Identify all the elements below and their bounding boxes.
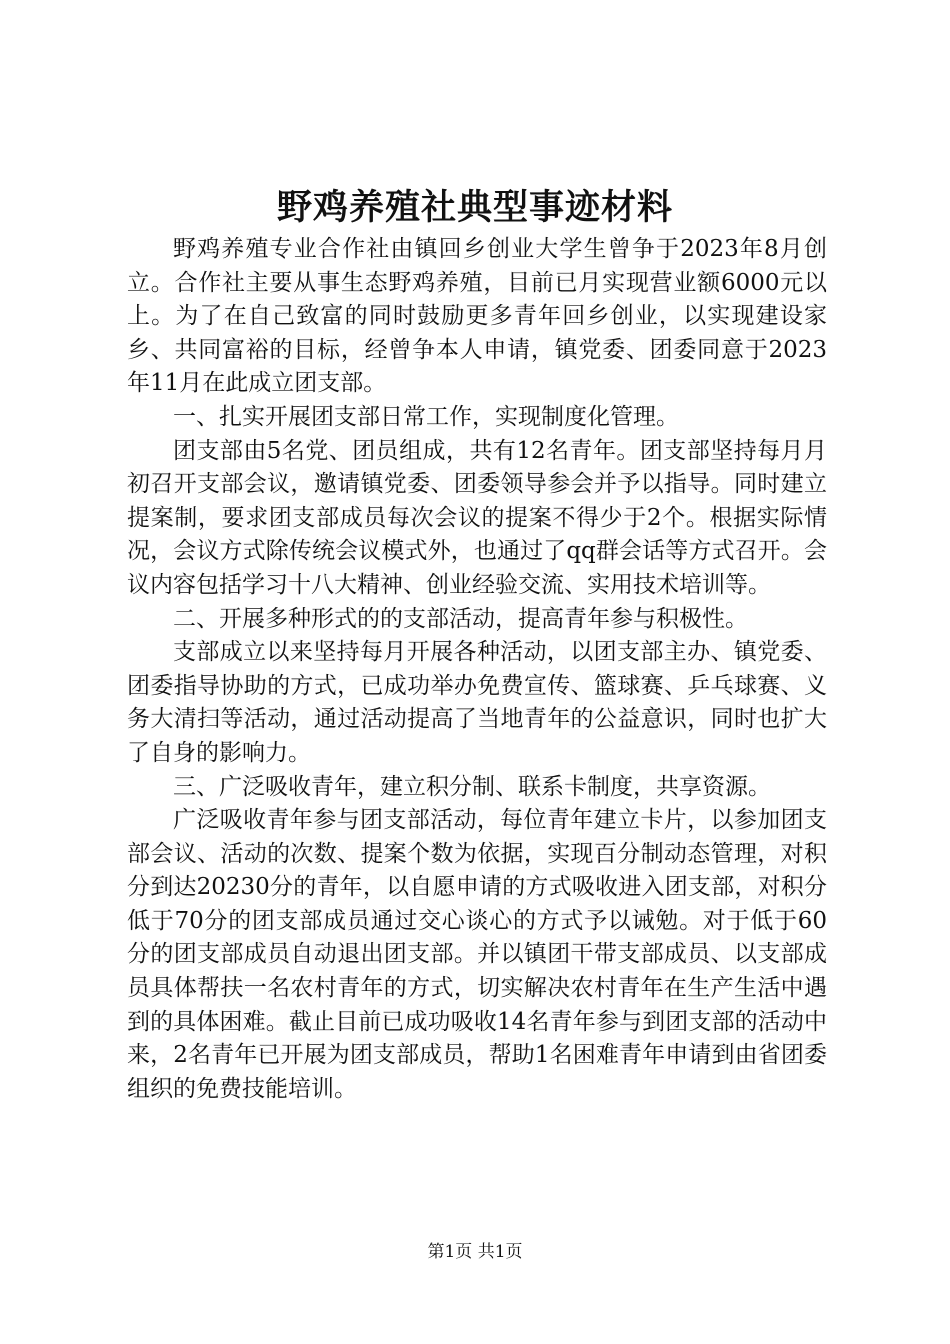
- paragraph-section-2: 支部成立以来坚持每月开展各种活动，以团支部主办、镇党委、团委指导协助的方式，已成功举办免费宣传、篮球赛、乒乓球赛、义务大清扫等活动，通过活动提高了当地青年的公益意识，同时也扩大了自身的影响力。: [127, 639, 827, 766]
- section-heading-3: 三、广泛吸收青年，建立积分制、联系卡制度，共享资源。: [173, 773, 771, 800]
- paragraph-section-1: 团支部由5名党、团员组成，共有12名青年。团支部坚持每月月初召开支部会议，邀请镇党委、团委领导参会并予以指导。同时建立提案制，要求团支部成员每次会议的提案不得少于2个。根据实际情况，会议方式除传统会议模式外，也通过了qq群会话等方式召开。会议内容包括学习十八大精神、创业经验交流、实用技术培训等。: [127, 437, 827, 598]
- section-heading-2: 二、开展多种形式的的支部活动，提高青年参与积极性。: [173, 605, 748, 632]
- document-body: [127, 233, 827, 1106]
- section-heading-1: 一、扎实开展团支部日常工作，实现制度化管理。: [173, 403, 679, 430]
- page-number-footer: 第1页 共1页: [427, 1242, 523, 1262]
- document-title: 野鸡养殖社典型事迹材料: [276, 187, 673, 228]
- paragraph-intro: 野鸡养殖专业合作社由镇回乡创业大学生曾争于2023年8月创立。合作社主要从事生态野鸡养殖，目前已月实现营业额6000元以上。为了在自己致富的同时鼓励更多青年回乡创业，以实现建设家乡、共同富裕的目标，经曾争本人申请，镇党委、团委同意于2023年11月在此成立团支部。: [127, 236, 827, 397]
- paragraph-section-3: 广泛吸收青年参与团支部活动，每位青年建立卡片，以参加团支部会议、活动的次数、提案个数为依据，实现百分制动态管理，对积分到达20230分的青年，以自愿申请的方式吸收进入团支部，对积分低于70分的团支部成员通过交心谈心的方式予以诫勉。对于低于60分的团支部成员自动退出团支部。并以镇团干带支部成员、以支部成员具体帮扶一名农村青年的方式，切实解决农村青年在生产生活中遇到的具体困难。截止目前已成功吸收14名青年参与到团支部的活动中来，2名青年已开展为团支部成员，帮助1名困难青年申请到由省团委组织的免费技能培训。: [127, 807, 827, 1102]
